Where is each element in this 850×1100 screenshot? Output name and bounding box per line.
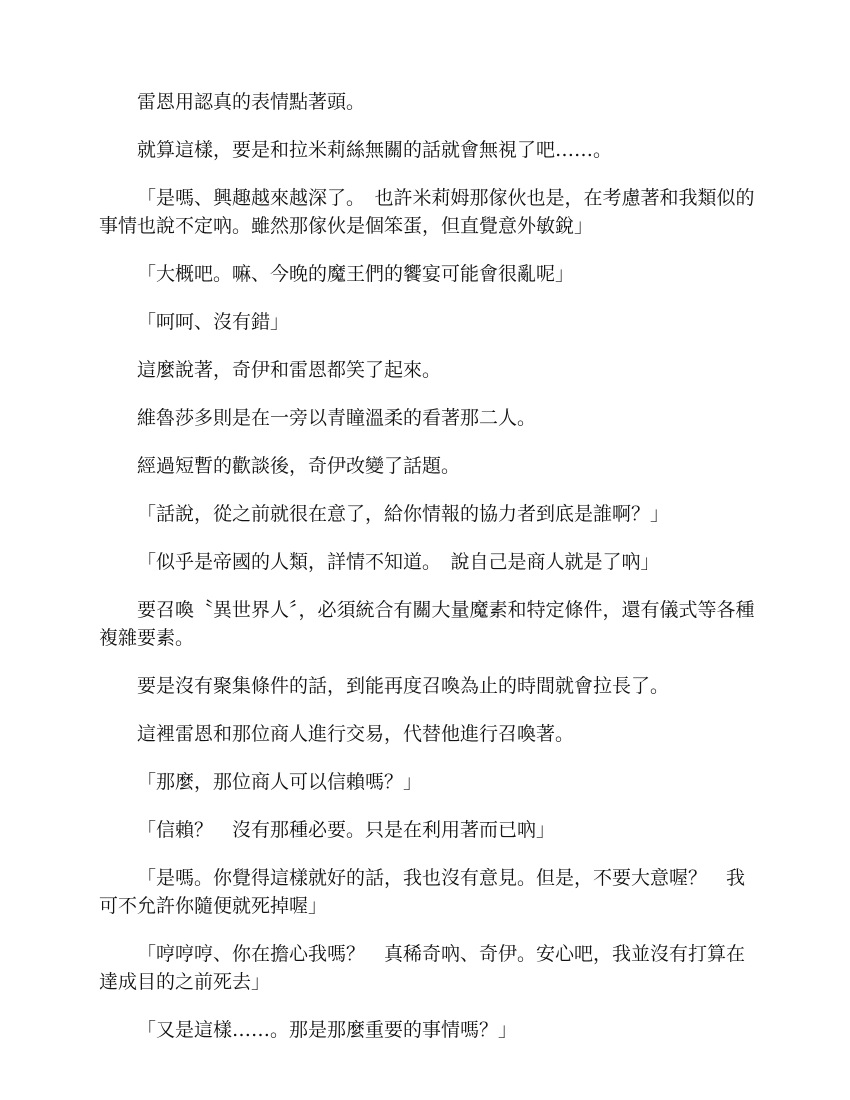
document-page <box>99 88 759 1064</box>
paragraph: 「是嗎、興趣越來越深了。 也許米莉姆那傢伙也是，在考慮著和我類似的事情也說不定吶。雖然那傢伙是個笨蛋，但直覺意外敏銳」 <box>99 187 755 237</box>
paragraph: 要召喚〝異世界人〞，必須統合有關大量魔素和特定條件，還有儀式等各種複雜要素。 <box>99 599 755 649</box>
paragraph: 「話說，從之前就很在意了，給你情報的協力者到底是誰啊？」 <box>137 503 670 525</box>
paragraph: 「那麼，那位商人可以信賴嗎？」 <box>137 771 423 793</box>
paragraph: 「又是這樣……。那是那麼重要的事情嗎？」 <box>137 1019 518 1041</box>
paragraph: 「信賴？ 沒有那種必要。只是在利用著而已吶」 <box>137 819 556 841</box>
paragraph: 「大概吧。嘛、今晚的魔王們的饗宴可能會很亂呢」 <box>137 263 575 285</box>
paragraph: 維魯莎多則是在一旁以青瞳溫柔的看著那二人。 <box>137 407 537 429</box>
paragraph: 「似乎是帝國的人類，詳情不知道。 說自己是商人就是了吶」 <box>137 551 660 573</box>
paragraph: 「哼哼哼、你在擔心我嗎？ 真稀奇吶、奇伊。安心吧，我並沒有打算在達成目的之前死去」 <box>99 943 746 993</box>
paragraph: 要是沒有聚集條件的話，到能再度召喚為止的時間就會拉長了。 <box>137 675 670 697</box>
paragraph: 這裡雷恩和那位商人進行交易，代替他進行召喚著。 <box>137 723 575 745</box>
paragraph: 雷恩用認真的表情點著頭。 <box>137 91 366 113</box>
paragraph: 「呵呵、沒有錯」 <box>137 311 290 333</box>
paragraph: 「是嗎。你覺得這樣就好的話，我也沒有意見。但是，不要大意喔？ 我可不允許你隨便就死掉喔」 <box>99 867 746 917</box>
paragraph: 經過短暫的歡談後，奇伊改變了話題。 <box>137 455 461 477</box>
paragraph: 這麼說著，奇伊和雷恩都笑了起來。 <box>137 359 442 381</box>
paragraph: 就算這樣，要是和拉米莉絲無關的話就會無視了吧……。 <box>137 139 613 161</box>
